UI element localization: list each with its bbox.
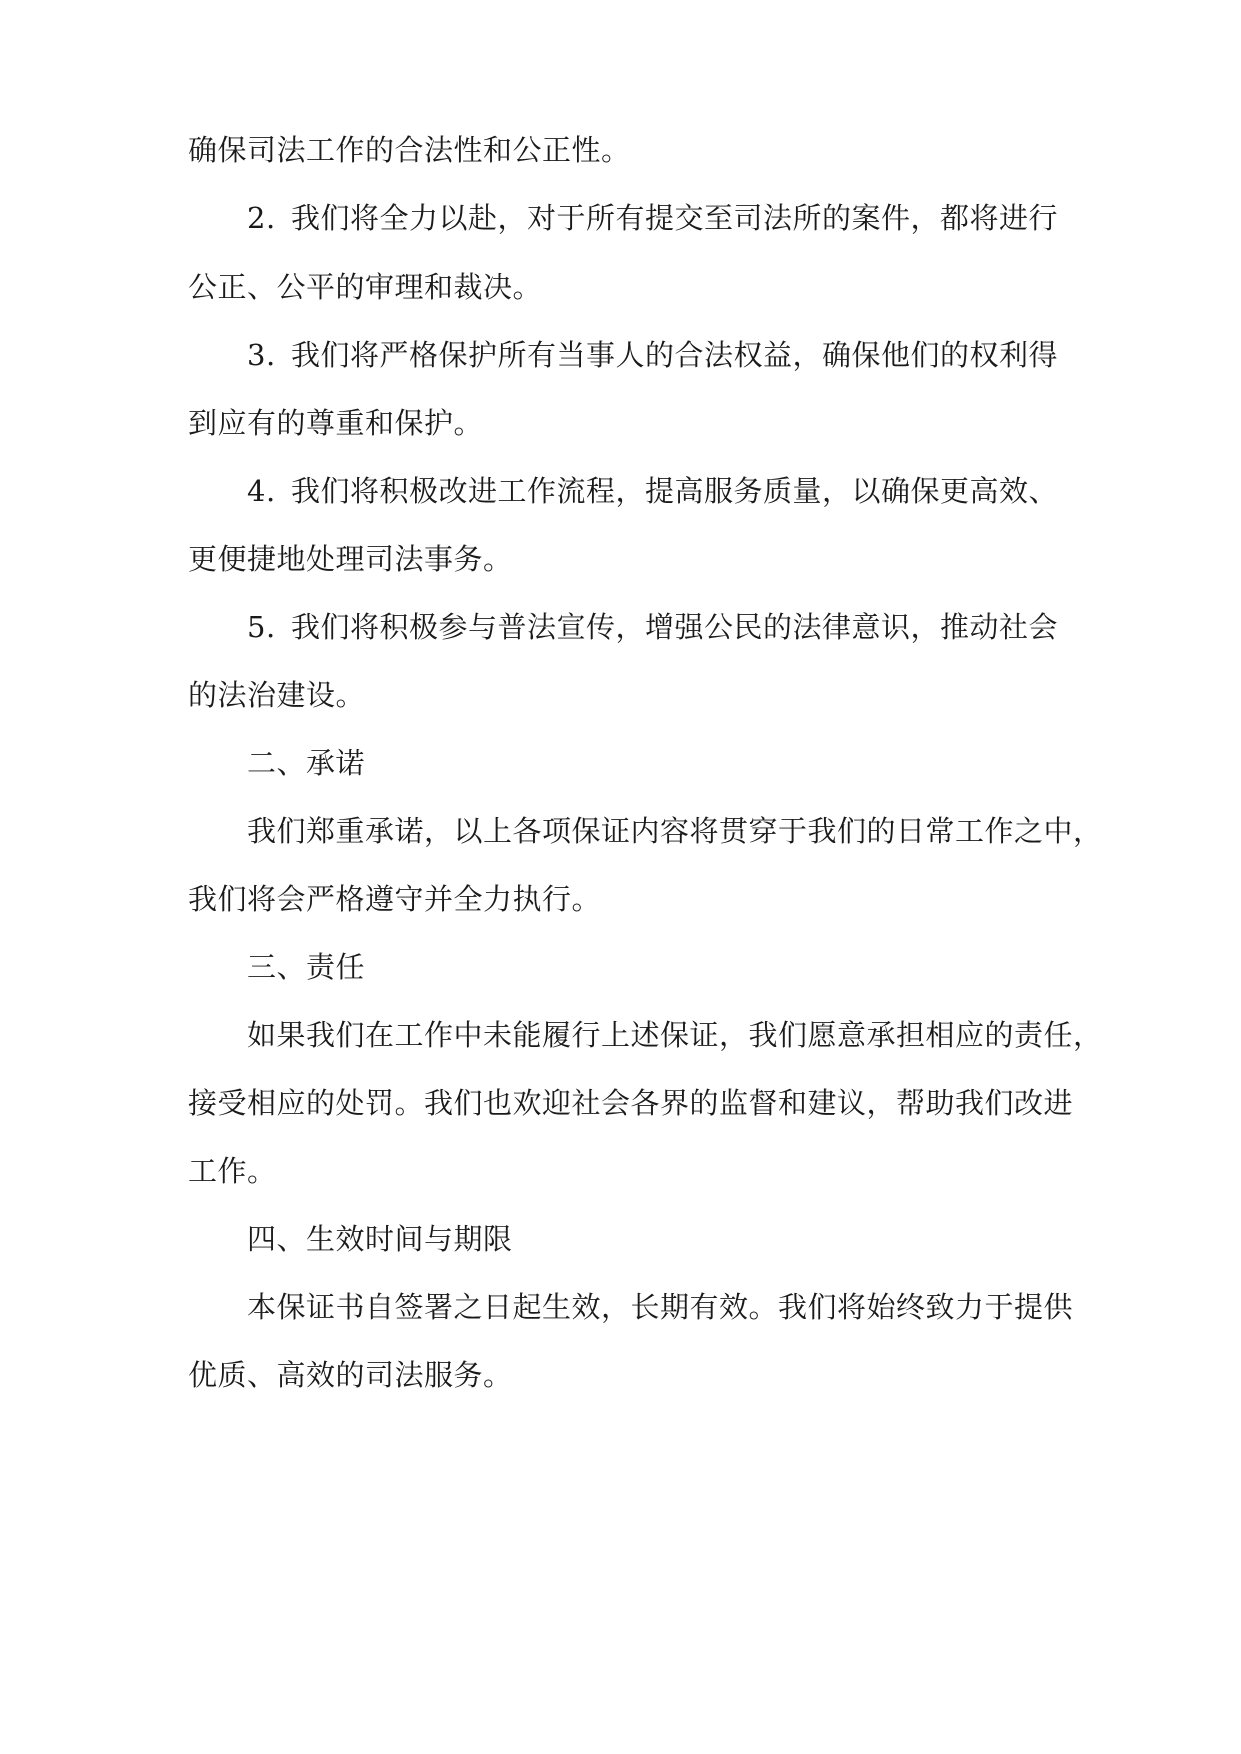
paragraph-line: 我们郑重承诺，以上各项保证内容将贯穿于我们的日常工作之中， [247, 814, 1103, 848]
list-number: 3. [247, 338, 276, 372]
paragraph-line: 优质、高效的司法服务。 [188, 1358, 513, 1392]
list-item-4 [247, 471, 1059, 511]
paragraph-line: 接受相应的处罚。我们也欢迎社会各界的监督和建议，帮助我们改进 [188, 1086, 1074, 1120]
list-item-3 [247, 335, 1059, 375]
section-heading-effective-period: 四、生效时间与期限 [247, 1222, 513, 1256]
paragraph-line: 的法治建设。 [188, 678, 366, 712]
list-item-text: 我们将全力以赴，对于所有提交至司法所的案件，都将进行 [291, 201, 1059, 235]
paragraph-line: 更便捷地处理司法事务。 [188, 542, 513, 576]
section-heading-responsibility: 三、责任 [247, 950, 366, 984]
list-item-text: 我们将积极改进工作流程，提高服务质量，以确保更高效、 [291, 474, 1059, 508]
paragraph-line: 确保司法工作的合法性和公正性。 [188, 133, 631, 167]
list-number: 4. [247, 474, 276, 508]
paragraph-line: 工作。 [188, 1154, 277, 1188]
paragraph-line: 本保证书自签署之日起生效，长期有效。我们将始终致力于提供 [247, 1290, 1074, 1324]
list-number: 5. [247, 610, 276, 644]
section-heading-commitment: 二、承诺 [247, 746, 366, 780]
paragraph-line: 到应有的尊重和保护。 [188, 406, 484, 440]
paragraph-line: 我们将会严格遵守并全力执行。 [188, 882, 602, 916]
paragraph-line: 公正、公平的审理和裁决。 [188, 270, 543, 304]
list-item-5 [247, 607, 1059, 647]
paragraph-line: 如果我们在工作中未能履行上述保证，我们愿意承担相应的责任， [247, 1018, 1103, 1052]
list-item-text: 我们将积极参与普法宣传，增强公民的法律意识，推动社会 [291, 610, 1059, 644]
list-item-text: 我们将严格保护所有当事人的合法权益，确保他们的权利得 [291, 338, 1059, 372]
list-item-2 [247, 198, 1059, 238]
list-number: 2. [247, 201, 276, 235]
